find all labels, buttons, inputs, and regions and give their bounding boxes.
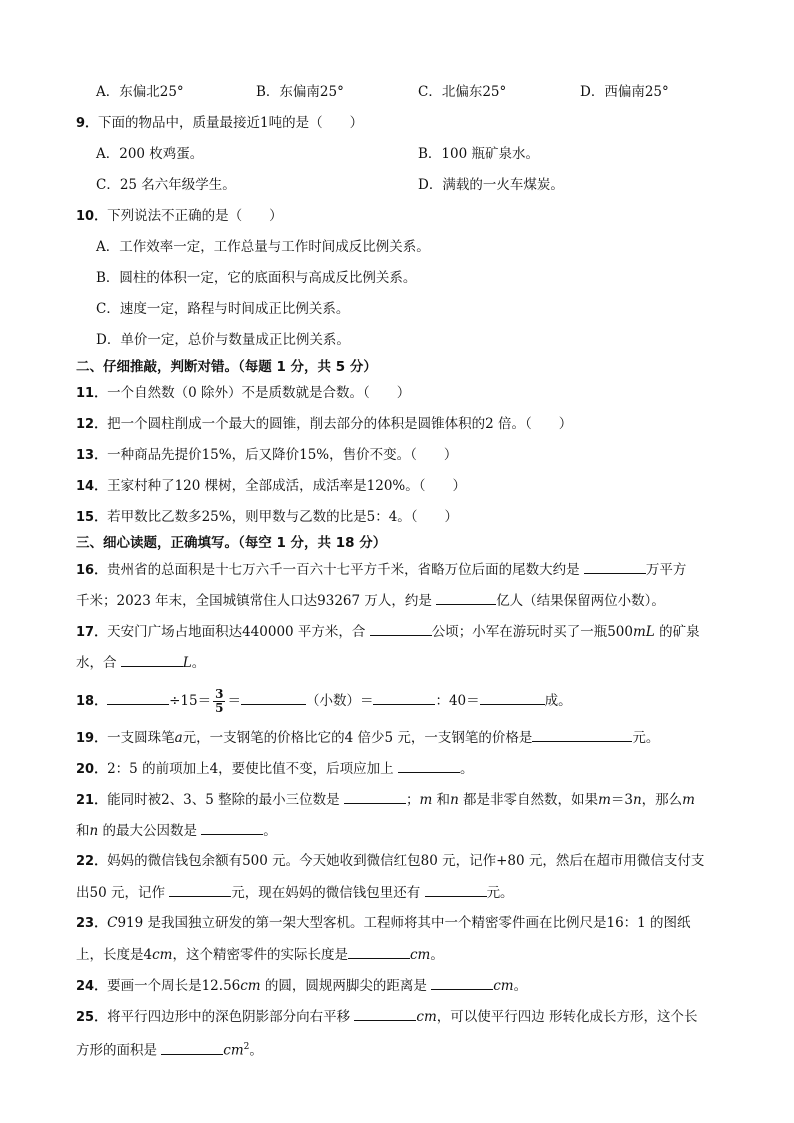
q23-c-letter: C — [107, 915, 118, 931]
q8-option-a[interactable]: A．东偏北25° — [96, 84, 184, 100]
q18-text-b: ＝ — [227, 693, 241, 709]
q17-text-e: 。 — [191, 655, 206, 671]
q21-variable-m-2: m — [598, 792, 611, 808]
q21-variable-n-3: n — [89, 823, 99, 839]
q22-text-d: 元。 — [486, 885, 514, 901]
q21-variable-n: n — [450, 792, 459, 808]
q24-unit-cm: cm — [240, 978, 261, 994]
question-9 — [76, 114, 363, 133]
q21-variable-m-3: m — [682, 792, 695, 808]
q16-text-b: 万平方 — [645, 562, 687, 578]
q19-text-b: 元，一支钢笔的价格比它的4 倍少5 元，一支钢笔的价格是 — [182, 730, 533, 746]
q22-text-c: 元，现在妈妈的微信钱包里还有 — [231, 885, 425, 901]
q25-text-b: ，可以使平行四边 形转化成长方形，这个长 — [436, 1009, 698, 1025]
q12-number: 12． — [76, 417, 108, 432]
q23-unit-cm: cm — [152, 947, 173, 963]
question-22-line-1 — [76, 852, 704, 871]
q9-option-a[interactable]: A．200 枚鸡蛋。 — [96, 146, 204, 162]
q23-text-a: 919 是我国独立研发的第一架大型客机。工程师将其中一个精密零件画在比例尺是16：1 的图纸 — [117, 915, 691, 931]
q18-text-c: （小数）＝ — [305, 693, 374, 709]
q24-text-a: 要画一个周长是12.56 — [107, 978, 241, 994]
q9-number: 9． — [76, 116, 99, 131]
q11-number: 11． — [76, 386, 108, 401]
q23-number: 23． — [76, 916, 108, 931]
q10-option-d[interactable]: D．单价一定，总价与数量成正比例关系。 — [96, 332, 350, 348]
section-2-title: 二、仔细推敲，判断对错。（每题 1 分，共 5 分） — [76, 359, 377, 375]
q16-text-d: 亿人（结果保留两位小数）。 — [496, 593, 665, 609]
question-15 — [76, 508, 458, 527]
q20-text-a: 2：5 的前项加上4，要使比值不变，后项应加上 — [107, 761, 398, 777]
q16-blank-2[interactable] — [436, 591, 496, 605]
q13-text: 一种商品先提价15%，后又降价15%，售价不变。（ ） — [107, 447, 458, 463]
question-17-line-1 — [76, 622, 700, 642]
q10-option-b[interactable]: B．圆柱的体积一定，它的底面积与高成反比例关系。 — [96, 270, 417, 286]
question-23-line-2 — [76, 945, 444, 964]
question-25-line-2 — [76, 1038, 263, 1060]
q17-text-c: 的矿泉 — [654, 624, 700, 640]
q24-text-c: 。 — [513, 978, 528, 994]
question-10 — [76, 207, 283, 226]
q14-number: 14． — [76, 479, 108, 494]
q12-text: 把一个圆柱削成一个最大的圆锥，削去部分的体积是圆锥体积的2 倍。（ ） — [107, 416, 573, 432]
question-16-line-2 — [76, 591, 665, 610]
question-24 — [76, 976, 527, 996]
q22-number: 22． — [76, 854, 108, 869]
q20-text-b: 。 — [459, 761, 474, 777]
question-13 — [76, 446, 457, 465]
question-20 — [76, 759, 473, 779]
q19-text-a: 一支圆珠笔 — [107, 730, 175, 746]
q25-unit-cm: cm — [416, 1009, 437, 1025]
question-12 — [76, 415, 572, 434]
q23-unit-cm-2: cm — [409, 947, 431, 963]
q16-text-a: 贵州省的总面积是十七万六千一百六十七平方千米，省略万位后面的尾数大约是 — [107, 562, 584, 578]
q23-text-c: ，这个精密零件的实际长度是 — [172, 947, 348, 963]
q19-text-c: 元。 — [632, 730, 660, 746]
q24-blank[interactable] — [431, 976, 493, 990]
q17-blank-1[interactable] — [370, 622, 432, 636]
q25-blank-2[interactable] — [161, 1041, 223, 1055]
q22-text-b: 出50 元，记作 — [76, 885, 170, 901]
question-21-line-1 — [76, 790, 695, 810]
q14-text: 王家村种了120 棵树，全部成活，成活率是120%。（ ） — [107, 478, 466, 494]
q16-blank-1[interactable] — [584, 560, 646, 574]
q16-number: 16． — [76, 563, 108, 578]
q22-text-a: 妈妈的微信钱包余额有500 元。今天她收到微信红包80 元，记作+80 元，然后在超市用微信支付支 — [107, 853, 705, 869]
q19-blank[interactable] — [532, 728, 632, 742]
q21-text-h: 的最大公因数是 — [98, 823, 202, 839]
q18-fraction-numerator: 3 — [215, 687, 224, 701]
q22-blank-1[interactable] — [169, 883, 231, 897]
q24-text-b: 的圆，圆规两脚尖的距离是 — [260, 978, 432, 994]
q21-blank-2[interactable] — [201, 821, 263, 835]
question-19 — [76, 728, 659, 748]
q24-number: 24． — [76, 979, 108, 994]
q15-number: 15． — [76, 510, 108, 525]
question-17-line-2 — [76, 653, 205, 672]
question-22-line-2 — [76, 883, 514, 902]
q22-blank-2[interactable] — [425, 883, 487, 897]
question-25-line-1 — [76, 1007, 698, 1027]
q9-option-b[interactable]: B．100 瓶矿泉水。 — [418, 146, 539, 162]
q25-unit-exponent: 2 — [243, 1042, 250, 1052]
q15-text: 若甲数比乙数多25%，则甲数与乙数的比是5：4。（ ） — [107, 509, 459, 525]
q18-text-d: ：40＝ — [435, 693, 480, 709]
q21-text-e: ＝3 — [610, 792, 633, 808]
q18-number: 18． — [76, 694, 108, 709]
q23-blank[interactable] — [348, 945, 410, 959]
q19-variable-a: a — [174, 730, 183, 746]
q20-blank[interactable] — [398, 759, 460, 773]
q25-text-c: 方形的面积是 — [76, 1042, 162, 1059]
q21-text-a: 能同时被2、3、5 整除的最小三位数是 — [107, 792, 344, 808]
q11-text: 一个自然数（0 除外）不是质数就是合数。（ ） — [107, 385, 411, 401]
q25-number: 25． — [76, 1010, 108, 1025]
q18-fraction — [213, 688, 225, 715]
q21-variable-n-2: n — [632, 792, 642, 808]
q18-blank-3[interactable] — [373, 691, 435, 705]
q21-text-g: 和 — [76, 823, 90, 839]
q21-variable-m: m — [419, 792, 433, 808]
q25-text-d: 。 — [249, 1042, 263, 1059]
q18-text-a: ÷15＝ — [169, 693, 212, 709]
q10-number: 10． — [76, 209, 108, 224]
q10-text: 下列说法不正确的是（ ） — [107, 208, 283, 224]
q21-text-b: ； — [405, 792, 420, 808]
q23-text-d: 。 — [430, 947, 444, 963]
question-21-line-2 — [76, 821, 277, 840]
q18-blank-1[interactable] — [107, 691, 169, 705]
q8-option-d[interactable]: D．西偏南25° — [580, 84, 669, 100]
q9-text: 下面的物品中，质量最接近1吨的是（ ） — [98, 115, 364, 131]
q19-number: 19． — [76, 731, 108, 746]
q21-number: 21． — [76, 793, 108, 808]
q17-text-d: 水，合 — [76, 655, 121, 671]
q17-text-a: 天安门广场占地面积达440000 平方米，合 — [107, 624, 370, 640]
q25-unit-cm2: cm — [223, 1042, 244, 1059]
q21-text-f: ，那么 — [641, 792, 683, 808]
question-23-line-1 — [76, 914, 691, 933]
q21-blank-1[interactable] — [344, 790, 406, 804]
q8-option-b[interactable]: B．东偏南25° — [256, 84, 344, 100]
question-18 — [76, 687, 572, 716]
q18-text-e: 成。 — [544, 693, 572, 709]
q18-fraction-denominator: 5 — [215, 701, 224, 715]
q17-unit-ml: mL — [633, 624, 655, 640]
q17-blank-2[interactable] — [121, 653, 183, 667]
q9-option-c[interactable]: C．25 名六年级学生。 — [96, 177, 236, 193]
question-11 — [76, 384, 410, 403]
section-3-title: 三、细心读题，正确填写。（每空 1 分，共 18 分） — [76, 535, 387, 551]
q18-blank-2[interactable] — [241, 691, 306, 705]
q23-text-b: 上，长度是4 — [76, 947, 153, 963]
q17-text-b: 公顷；小军在游玩时买了一瓶500 — [431, 624, 633, 640]
q13-number: 13． — [76, 448, 108, 463]
q17-unit-l: L — [182, 655, 192, 671]
question-14 — [76, 477, 466, 496]
q24-unit-cm-2: cm — [493, 978, 514, 994]
q10-option-c[interactable]: C．速度一定，路程与时间成正比例关系。 — [96, 301, 350, 317]
q25-blank-1[interactable] — [354, 1007, 416, 1021]
q21-text-d: 都是非零自然数，如果 — [458, 792, 599, 808]
question-16-line-1 — [76, 560, 686, 580]
q9-option-d[interactable]: D．满载的一火车煤炭。 — [418, 177, 564, 193]
q8-option-c[interactable]: C．北偏东25° — [418, 84, 507, 100]
q21-text-i: 。 — [263, 823, 277, 839]
q21-text-c: 和 — [432, 792, 451, 808]
q10-option-a[interactable]: A．工作效率一定，工作总量与工作时间成反比例关系。 — [96, 239, 430, 255]
q17-number: 17． — [76, 625, 108, 640]
q18-blank-4[interactable] — [480, 691, 545, 705]
q25-text-a: 将平行四边形中的深色阴影部分向右平移 — [107, 1009, 355, 1025]
q16-text-c: 千米；2023 年末，全国城镇常住人口达93267 万人，约是 — [76, 593, 437, 609]
q20-number: 20． — [76, 762, 108, 777]
